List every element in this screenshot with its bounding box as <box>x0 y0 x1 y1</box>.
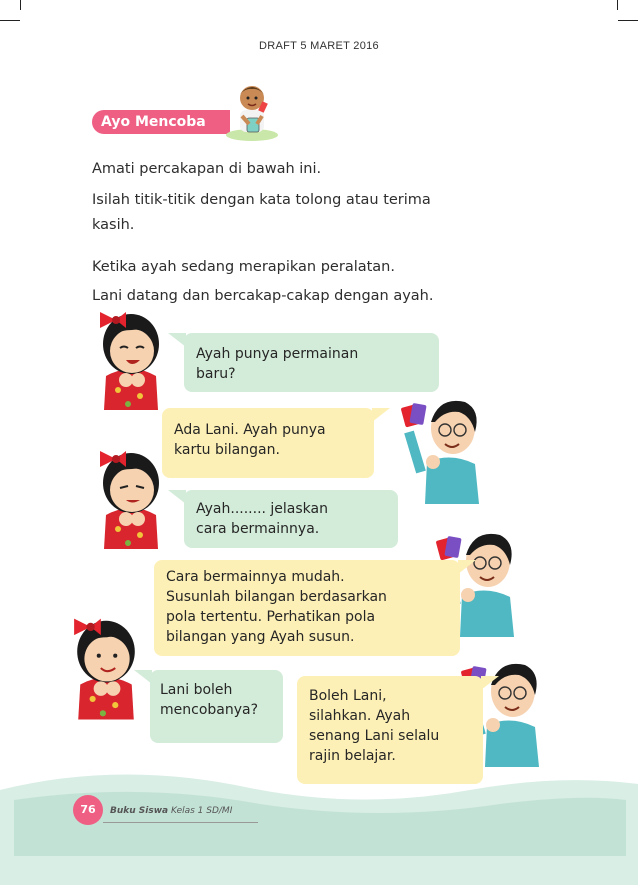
bubble-line: Susunlah bilangan berdasarkan <box>166 589 387 605</box>
draft-label: DRAFT 5 MARET 2016 <box>259 40 379 52</box>
boy-experiment-illustration <box>222 80 282 142</box>
footer-class-label: Kelas 1 SD/MI <box>170 806 233 816</box>
crop-mark <box>617 0 618 10</box>
bubble-line: Lani boleh <box>160 682 233 698</box>
instruction-1: Amati percakapan di bawah ini. <box>92 161 322 177</box>
speech-bubble-lani <box>150 670 283 743</box>
page-number: 76 <box>73 795 103 825</box>
instruction-5: Lani datang dan bercakap-cakap dengan ayah. <box>92 288 434 304</box>
speech-bubble-lani <box>184 333 439 392</box>
instruction-4: Ketika ayah sedang merapikan peralatan. <box>92 259 395 275</box>
bubble-line: kartu bilangan. <box>174 442 280 458</box>
instruction-2: Isilah titik-titik dengan kata tolong atau terima <box>92 192 431 208</box>
girl-lani-illustration <box>96 445 166 549</box>
bubble-tail <box>458 560 476 574</box>
father-illustration <box>395 392 485 504</box>
bubble-tail <box>481 676 499 690</box>
speech-bubble-father <box>154 560 460 656</box>
footer-book-title <box>110 806 232 816</box>
crop-mark <box>618 20 638 21</box>
bubble-line: silahkan. Ayah <box>309 708 411 724</box>
bubble-line: mencobanya? <box>160 702 259 718</box>
girl-lani-illustration <box>96 306 166 410</box>
bubble-line: Cara bermainnya mudah. <box>166 569 345 585</box>
bubble-line: pola tertentu. Perhatikan pola <box>166 609 376 625</box>
bubble-line: Ada Lani. Ayah punya <box>174 422 326 438</box>
section-badge: Ayo Mencoba <box>92 110 230 134</box>
bubble-line: Ayah punya permainan <box>196 346 359 362</box>
bubble-line: rajin belajar. <box>309 748 396 764</box>
bubble-line: Ayah........ jelaskan <box>196 501 328 517</box>
speech-bubble-lani <box>184 490 398 548</box>
bubble-line: Boleh Lani, <box>309 688 387 704</box>
bubble-line: cara bermainnya. <box>196 521 320 537</box>
footer-book-label: Buku Siswa <box>110 806 169 816</box>
bubble-tail <box>372 408 390 422</box>
crop-mark <box>20 0 21 10</box>
bubble-line: bilangan yang Ayah susun. <box>166 629 355 645</box>
instruction-3: kasih. <box>92 217 135 233</box>
speech-bubble-father <box>162 408 374 478</box>
bubble-line: baru? <box>196 366 236 382</box>
crop-mark <box>0 20 20 21</box>
footer-divider <box>103 822 258 823</box>
girl-lani-illustration <box>70 612 142 720</box>
bubble-line: senang Lani selalu <box>309 728 440 744</box>
